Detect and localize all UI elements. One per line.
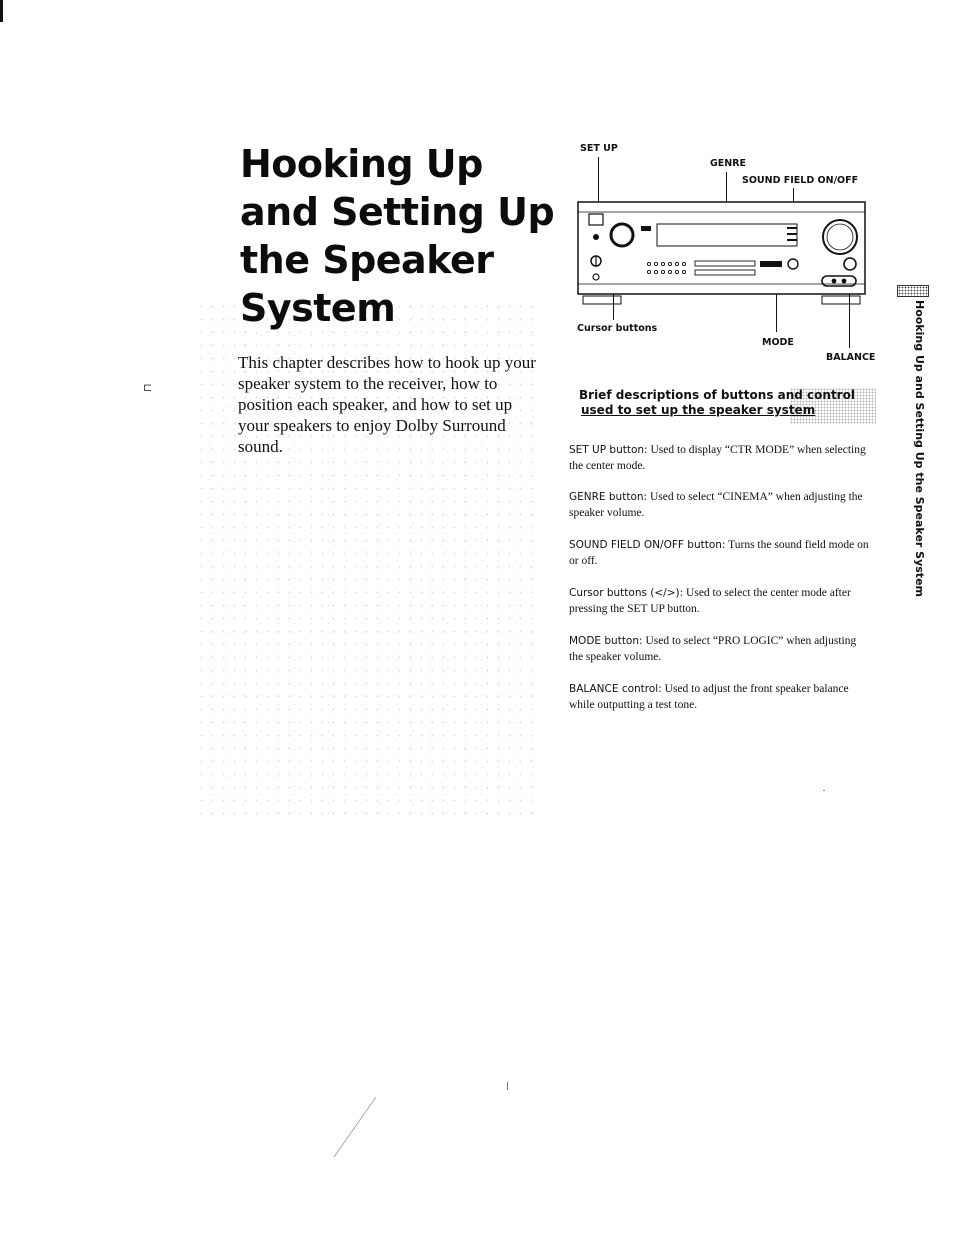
chapter-title-line: System (240, 286, 396, 330)
description-term: MODE button: (569, 635, 643, 647)
description-text: Used to select “PRO LOGIC” when adjusting the speaker volume. (569, 635, 857, 663)
label-cursor-buttons: Cursor buttons (577, 323, 658, 334)
scan-dot (823, 790, 825, 791)
description-item (569, 537, 869, 569)
descriptions-heading-line: used to set up the speaker system (581, 403, 816, 417)
chapter-title-line: the Speaker (240, 238, 494, 282)
description-item (569, 633, 869, 665)
description-item (569, 585, 869, 617)
descriptions-heading-line: Brief descriptions of buttons and control (579, 388, 855, 402)
page-edge-mark (0, 0, 3, 22)
chapter-thumb-tab (897, 285, 929, 297)
description-term: BALANCE control: (569, 683, 662, 695)
description-term: Cursor buttons (</>): (569, 587, 684, 599)
label-set-up: SET UP (580, 143, 618, 154)
label-mode: MODE (762, 337, 794, 348)
description-text: Used to select “CINEMA” when adjusting the speaker volume. (569, 491, 863, 519)
label-genre: GENRE (710, 158, 747, 169)
margin-glyph: ⊏ (143, 381, 153, 394)
description-item (569, 489, 869, 521)
description-text: Used to adjust the front speaker balance while outputting a test tone. (569, 683, 849, 711)
receiver-front-panel-illustration (577, 200, 867, 310)
description-text: Used to select the center mode after pressing the SET UP button. (569, 587, 851, 615)
description-item (569, 681, 869, 713)
description-term: GENRE button: (569, 491, 648, 503)
description-item (569, 442, 869, 474)
descriptions-heading (579, 388, 875, 418)
chapter-title-line: Hooking Up (240, 142, 483, 186)
chapter-title (240, 140, 555, 332)
scan-pen-stroke (330, 1095, 380, 1160)
scan-dot (507, 1082, 508, 1090)
label-balance: BALANCE (826, 352, 876, 363)
description-term: SET UP button: (569, 444, 648, 456)
running-side-title: Hooking Up and Setting Up the Speaker System (913, 300, 926, 597)
description-text: Used to display “CTR MODE” when selecting the center mode. (569, 444, 866, 472)
description-text: Turns the sound field mode on or off. (569, 539, 869, 567)
label-sound-field: SOUND FIELD ON/OFF (742, 175, 859, 186)
chapter-title-line: and Setting Up (240, 190, 555, 234)
chapter-intro: This chapter describes how to hook up your speaker system to the receiver, how to position each speaker, and how to set up your speakers to enjoy Dolby Surround sound. (238, 353, 536, 456)
description-term: SOUND FIELD ON/OFF button: (569, 539, 726, 551)
